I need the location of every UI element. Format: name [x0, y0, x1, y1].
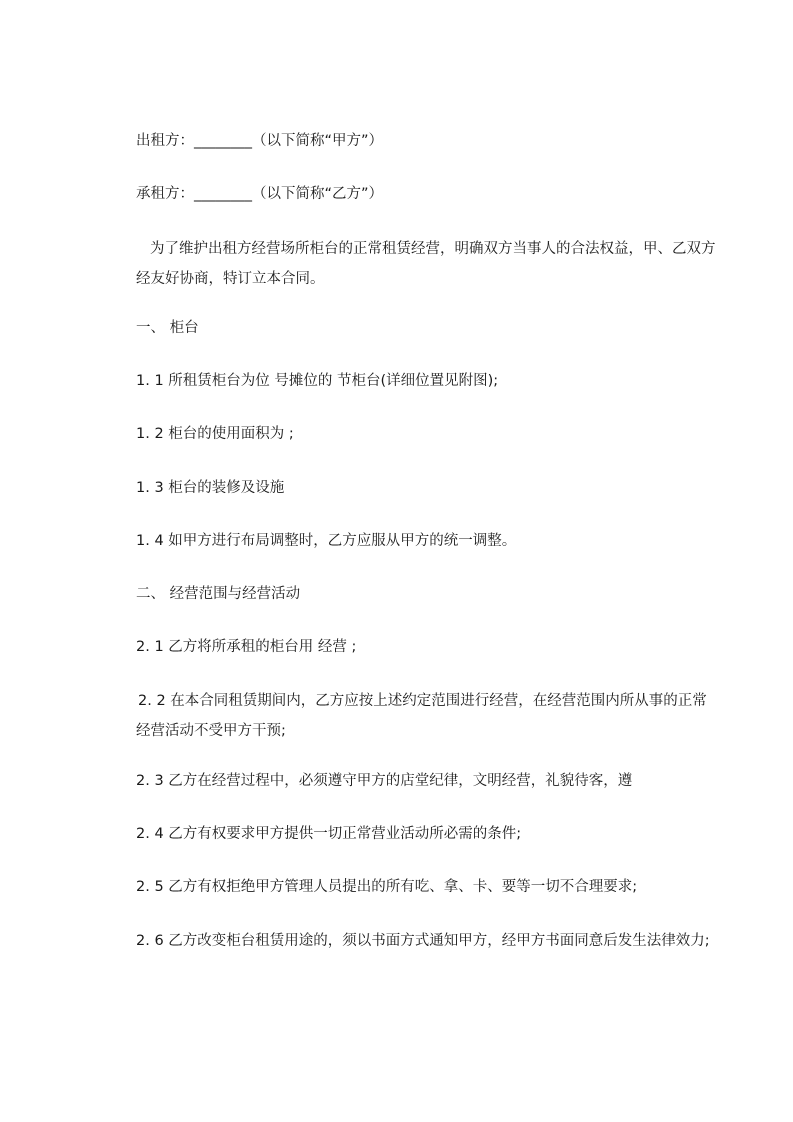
clause-2-1: 2. 1 乙方将所承租的柜台用 经营 ;	[136, 639, 357, 655]
clause-1-4: 1. 4 如甲方进行布局调整时，乙方应服从甲方的统一调整。	[136, 533, 517, 549]
clause-1-1: 1. 1 所租赁柜台为位 号摊位的 节柜台(详细位置见附图);	[136, 373, 499, 389]
section-heading-1: 一、 柜台	[136, 320, 199, 336]
clause-2-2	[136, 686, 716, 746]
clause-2-5: 2. 5 乙方有权拒绝甲方管理人员提出的所有吃、拿、卡、要等一切不合理要求;	[136, 879, 638, 895]
clause-1-2: 1. 2 柜台的使用面积为 ;	[136, 426, 294, 442]
clause-1-3: 1. 3 柜台的装修及设施	[136, 480, 285, 496]
clause-2-4: 2. 4 乙方有权要求甲方提供一切正常营业活动所必需的条件;	[136, 826, 522, 842]
intro-paragraph: 为了维护出租方经营场所柜台的正常租赁经营，明确双方当事人的合法权益，甲、乙双方经友好协商，特订立本合同。	[136, 241, 716, 287]
clause-2-2-text: 2. 2 在本合同租赁期间内，乙方应按上述约定范围进行经营，在经营范围内所从事的正常经营活动不受甲方干预;	[136, 693, 707, 739]
lessor-line: 出租方：________（以下简称“甲方”）	[136, 133, 384, 149]
clause-2-6: 2. 6 乙方改变柜台租赁用途的，须以书面方式通知甲方，经甲方书面同意后发生法律效力;	[136, 933, 710, 949]
section-heading-2: 二、 经营范围与经营活动	[136, 586, 301, 602]
lessee-line: 承租方：________（以下简称“乙方”）	[136, 186, 384, 202]
clause-2-3: 2. 3 乙方在经营过程中，必须遵守甲方的店堂纪律，文明经营，礼貌待客，遵	[136, 773, 633, 789]
